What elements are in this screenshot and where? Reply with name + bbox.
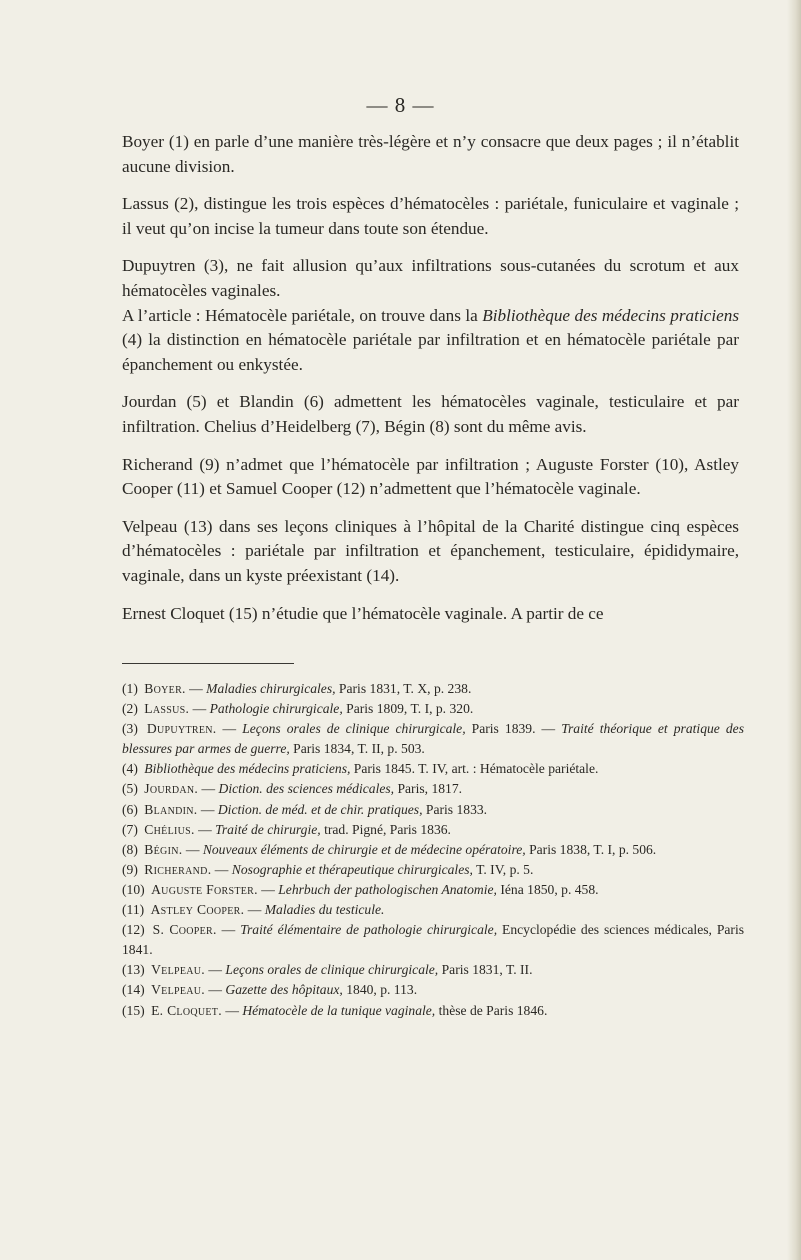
footnote-author: Boyer. — [144, 681, 186, 696]
footnote-sep: — — [205, 982, 226, 998]
footnote-title: Maladies chirurgicales, — [206, 681, 336, 696]
footnote-rest: T. IV, p. 5. — [472, 861, 534, 877]
footnote-number: (5) — [122, 781, 138, 797]
footnote — [122, 759, 744, 779]
footnote-rest: Paris 1838, T. I, p. 506. — [525, 841, 657, 857]
footnote-rest: Encyclopédie des sciences médicales, Paris 1841. — [122, 922, 745, 958]
footnote — [122, 699, 744, 719]
footnote-author: Velpeau. — [151, 982, 206, 998]
footnote-author: S. Cooper. — [152, 922, 217, 938]
footnote-title: Pathologie chirurgicale, — [209, 701, 343, 717]
paragraph-text: (4) la distinction en hématocèle pariétale par infiltration et en hématocèle pariétale par épanchement ou enkystée. — [122, 330, 739, 374]
footnote-title: Diction. de méd. et de chir. pratiques, — [217, 801, 423, 817]
footnote-title: Traité de chirurgie, — [215, 821, 321, 837]
footnote-title: Leçons orales de clinique chirurgicale, — [225, 962, 439, 978]
paragraph: Velpeau (13) dans ses leçons cliniques à l’hôpital de la Charité distingue cinq espèces d’hématocèles : pariétale par infiltration et épanchement, testiculaire, épididymaire, vaginale, dans un kyste préexistant (14). — [122, 516, 739, 585]
footnote-sep: — — [244, 902, 265, 918]
footnote — [122, 860, 744, 880]
footnotes — [122, 679, 744, 1021]
paragraph: Lassus (2), distingue les trois espèces d’hématocèles : pariétale, funiculaire et vaginale ; il veut qu’on incise la tumeur dans toute son étendue. — [122, 194, 739, 238]
footnote-author: Blandin. — [144, 801, 198, 817]
footnote-number: (11) — [122, 902, 145, 918]
footnote-sep: — — [205, 962, 226, 978]
footnote-sep: — — [185, 681, 207, 696]
footnote-title: Traité élémentaire de pathologie chirurgicale, — [240, 922, 498, 938]
footnote-number: (7) — [122, 821, 138, 837]
footnote-rest: Paris 1809, T. I, p. 320. — [342, 701, 474, 717]
footnote-author: Jourdan. — [144, 781, 199, 797]
footnote-title: Nouveaux éléments de chirurgie et de médecine opératoire, — [202, 841, 526, 857]
footnote-sep: — — [257, 881, 279, 897]
footnote-author: E. Cloquet. — [151, 1002, 222, 1018]
footnote-number: (10) — [122, 881, 145, 897]
footnote — [122, 960, 744, 980]
footnote-number: (6) — [122, 801, 138, 817]
footnote-number: (14) — [122, 982, 145, 998]
footnote-rest: Paris 1839. — — [465, 721, 562, 737]
footnote — [122, 679, 744, 699]
footnote — [122, 840, 744, 860]
footnote-sep: — — [197, 801, 218, 817]
footnote-author: Velpeau. — [151, 962, 206, 978]
paragraph: Ernest Cloquet (15) n’étudie que l’hématocèle vaginale. A partir de ce — [122, 603, 604, 623]
footnote-number: (9) — [122, 861, 138, 877]
footnote-sep: — — [221, 1002, 243, 1018]
footnote — [122, 820, 744, 840]
footnote-rest: Paris, 1817. — [394, 781, 463, 797]
footnote-rest: Paris 1845. T. IV, art. : Hématocèle pariétale. — [350, 761, 599, 777]
footnote-author: Auguste Forster. — [151, 881, 258, 897]
footnote-number: (1) — [122, 681, 138, 696]
footnote-title: Leçons orales de clinique chirurgicale, — [242, 721, 466, 737]
footnote-title: Diction. des sciences médicales, — [218, 781, 395, 797]
paragraph: Boyer (1) en parle d’une manière très-légère et n’y consacre que deux pages ; il n’établit aucune division. — [122, 132, 739, 176]
page-number: — 8 — — [366, 93, 435, 117]
main-text — [122, 130, 739, 639]
footnote — [122, 779, 744, 799]
paragraph: Jourdan (5) et Blandin (6) admettent les hématocèles vaginale, testiculaire et par infiltration. Chelius d’Heidelberg (7), Bégin (8) sont du même avis. — [122, 392, 739, 436]
footnote-rest: Iéna 1850, p. 458. — [496, 881, 599, 897]
footnote-author: Astley Cooper. — [150, 902, 245, 918]
footnote-sep: — — [211, 861, 232, 877]
footnote — [122, 900, 744, 920]
footnote-rest: Paris 1834, T. II, p. 503. — [289, 741, 425, 757]
footnote-title: Maladies du testicule. — [264, 902, 385, 918]
footnote-number: (13) — [122, 962, 145, 978]
footnote-author: Chélius. — [144, 821, 195, 837]
footnote-number: (8) — [122, 841, 138, 857]
work-title: Bibliothèque des médecins praticiens — [482, 305, 740, 325]
footnote-title: Nosographie et thérapeutique chirurgicales, — [231, 861, 473, 877]
footnote-sep: — — [182, 841, 203, 857]
footnote-number: (12) — [122, 922, 145, 938]
footnote-title: Gazette des hôpitaux, — [225, 982, 343, 998]
footnote-title: Traité théorique et pratique des blessures par armes de guerre, — [122, 721, 744, 757]
footnote-sep: — — [216, 922, 241, 938]
footnote-rest: Paris 1831, T. II. — [438, 962, 533, 978]
footnote-title: Lehrbuch der pathologischen Anatomie, — [278, 881, 497, 897]
footnote-sep: — — [198, 781, 219, 797]
footnote — [122, 1001, 744, 1021]
footnote-author: Lassus. — [144, 701, 190, 717]
footnote-rest: Paris 1831, T. X, p. 238. — [335, 681, 472, 696]
footnote-number: (15) — [122, 1002, 145, 1018]
footnote-number: (4) — [122, 761, 138, 777]
footnote — [122, 719, 744, 759]
footnote-sep: — — [194, 821, 216, 837]
footnote — [122, 920, 744, 960]
footnote-rest: Paris 1833. — [422, 801, 488, 817]
footnote-number: (3) — [122, 721, 138, 737]
footnote-number: (2) — [122, 701, 138, 717]
footnote-sep: — — [216, 721, 243, 737]
footnote — [122, 980, 744, 1000]
footnote-title: Bibliothèque des médecins praticiens, — [144, 761, 351, 777]
footnote-separator — [122, 663, 294, 664]
footnote-title: Hématocèle de la tunique vaginale, — [242, 1002, 436, 1018]
footnote-rest: trad. Pigné, Paris 1836. — [320, 821, 451, 837]
paragraph-text: A l’article : Hématocèle pariétale, on trouve dans la — [122, 305, 483, 325]
paragraph: Dupuytren (3), ne fait allusion qu’aux infiltrations sous-cutanées du scrotum et aux hématocèles vaginales. — [122, 256, 739, 300]
footnote — [122, 880, 744, 900]
footnote-author: Richerand. — [144, 861, 212, 877]
paragraph — [122, 304, 739, 378]
footnote-author: Dupuytren. — [146, 721, 217, 737]
page-edge-shadow — [787, 0, 801, 1260]
footnote-author: Bégin. — [144, 841, 183, 857]
footnote — [122, 800, 744, 820]
footnote-rest: 1840, p. 113. — [342, 982, 418, 998]
paragraph: Richerand (9) n’admet que l’hématocèle par infiltration ; Auguste Forster (10), Astley Cooper (11) et Samuel Cooper (12) n’admettent que l’hématocèle vaginale. — [122, 454, 739, 499]
footnote-sep: — — [189, 701, 210, 717]
footnote-rest: thèse de Paris 1846. — [435, 1002, 548, 1018]
